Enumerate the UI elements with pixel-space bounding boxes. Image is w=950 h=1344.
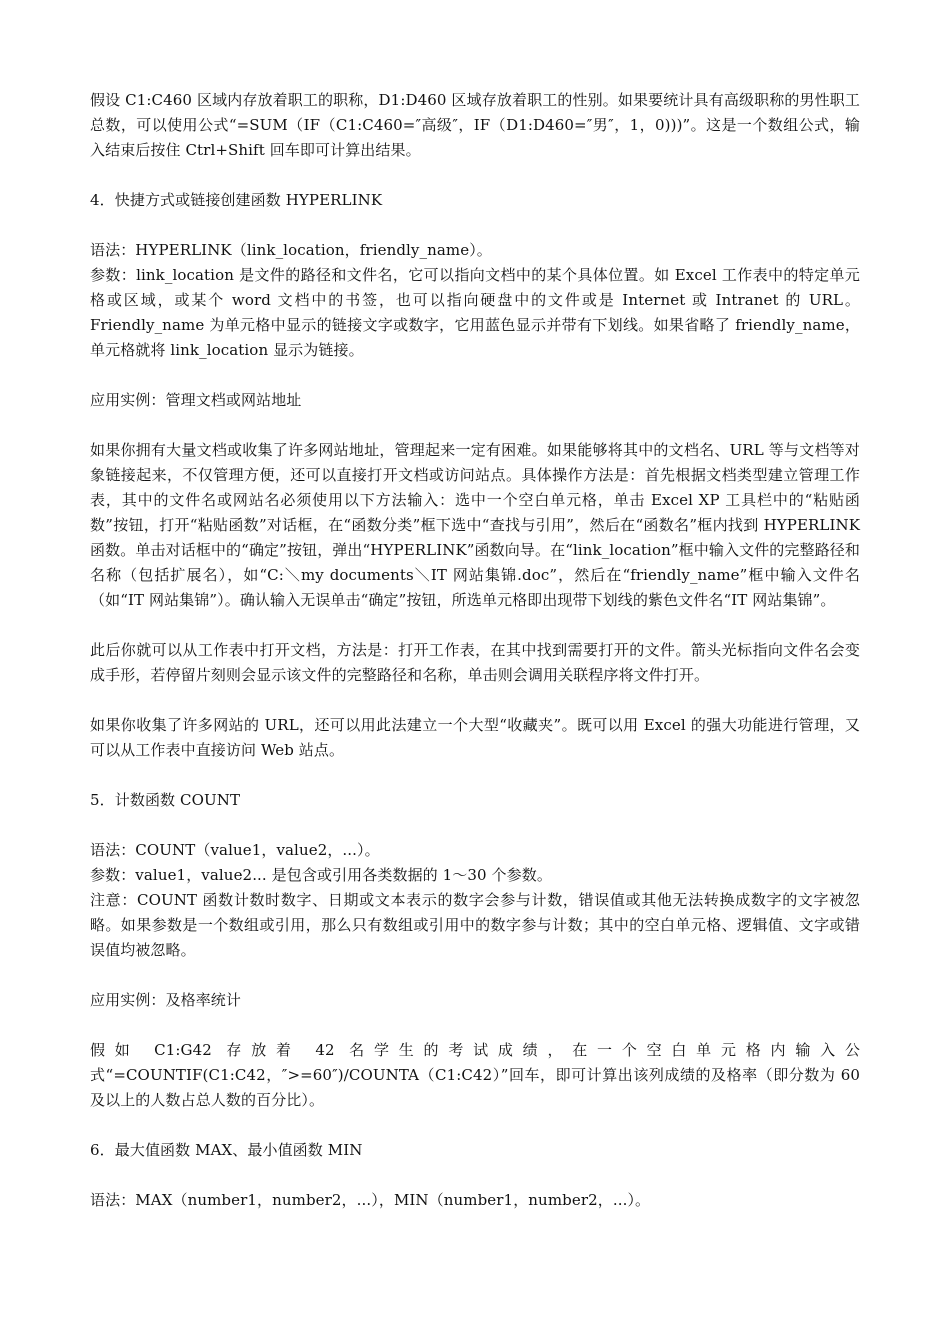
syntax-count: 语法：COUNT（value1，value2，...）。 — [90, 841, 380, 859]
example-paragraph-pass-rate: 假如 C1:G42 存放着 42 名学生的考试成绩，在一个空白单元格内输入公式“=COUNTIF(C1:C42，″>=60″)/COUNTA（C1:C42）”回车，即可计算出该列成绩的及格率（即分数为 60 及以上的人数占总人数的百分比）。 — [90, 1041, 860, 1109]
params-hyperlink: 参数：link_location 是文件的路径和文件名，它可以指向文档中的某个具体位置。如 Excel 工作表中的特定单元格或区域，或某个 word 文档中的书签，也可以指向硬盘中的文件或是 Internet 或 Intranet 的 URL。Friendly_name 为单元格中显示的链接文字或数字，它用蓝色显示并带有下划线。如果省略了 friendly_name，单元格就将 link_location 显示为链接。 — [90, 266, 860, 359]
syntax-hyperlink: 语法：HYPERLINK（link_location，friendly_name）。 — [90, 241, 492, 259]
example-paragraph-3: 如果你收集了许多网站的 URL，还可以用此法建立一个大型“收藏夹”。既可以用 Excel 的强大功能进行管理，又可以从工作表中直接访问 Web 站点。 — [90, 716, 860, 759]
spacer — [90, 763, 860, 788]
spacer — [90, 1013, 860, 1038]
params-count: 参数：value1，value2... 是包含或引用各类数据的 1～30 个参数。 — [90, 866, 552, 884]
spacer — [90, 1163, 860, 1188]
spacer — [90, 688, 860, 713]
example-paragraph-2: 此后你就可以从工作表中打开文档，方法是：打开工作表，在其中找到需要打开的文件。箭头光标指向文件名会变成手形，若停留片刻则会显示该文件的完整路径和名称，单击则会调用关联程序将文件打开。 — [90, 641, 860, 684]
spacer — [90, 963, 860, 988]
syntax-max-min: 语法：MAX（number1，number2，...），MIN（number1，number2，...）。 — [90, 1191, 651, 1209]
section-heading-hyperlink: 4．快捷方式或链接创建函数 HYPERLINK — [90, 191, 383, 209]
example-paragraph-1: 如果你拥有大量文档或收集了许多网站地址，管理起来一定有困难。如果能够将其中的文档名、URL 等与文档等对象链接起来，不仅管理方便，还可以直接打开文档或访问站点。具体操作方法是：首先根据文档类型建立管理工作表，其中的文件名或网站名必须使用以下方法输入：选中一个空白单元格，单击 Excel XP 工具栏中的“粘贴函数”按钮，打开“粘贴函数”对话框，在“函数分类”框下选中“查找与引用”，然后在“函数名”框内找到 HYPERLINK 函数。单击对话框中的“确定”按钮，弹出“HYPERLINK”函数向导。在“link_location”框中输入文件的完整路径和名称（包括扩展名），如“C:＼my documents＼IT 网站集锦.doc”，然后在“friendly_name”框中输入文件名（如“IT 网站集锦”）。确认输入无误单击“确定”按钮，所选单元格即出现带下划线的紫色文件名“IT 网站集锦”。 — [90, 441, 860, 609]
spacer — [90, 213, 860, 238]
spacer — [90, 1113, 860, 1138]
spacer — [90, 413, 860, 438]
spacer — [90, 363, 860, 388]
example-title-count: 应用实例：及格率统计 — [90, 991, 242, 1009]
document-page — [90, 88, 860, 1213]
section-heading-count: 5．计数函数 COUNT — [90, 791, 241, 809]
spacer — [90, 163, 860, 188]
section-heading-max-min: 6．最大值函数 MAX、最小值函数 MIN — [90, 1141, 363, 1159]
note-count: 注意：COUNT 函数计数时数字、日期或文本表示的数字会参与计数，错误值或其他无法转换成数字的文字被忽略。如果参数是一个数组或引用，那么只有数组或引用中的数字参与计数；其中的空白单元格、逻辑值、文字或错误值均被忽略。 — [90, 891, 860, 959]
spacer — [90, 613, 860, 638]
paragraph-sum-array-formula: 假设 C1:C460 区域内存放着职工的职称，D1:D460 区域存放着职工的性别。如果要统计具有高级职称的男性职工总数，可以使用公式“=SUM（IF（C1:C460=″高级″，IF（D1:D460=″男″，1，0)))”。这是一个数组公式，输入结束后按住 Ctrl+Shift 回车即可计算出结果。 — [90, 91, 860, 159]
spacer — [90, 813, 860, 838]
example-title-hyperlink: 应用实例：管理文档或网站地址 — [90, 391, 302, 409]
